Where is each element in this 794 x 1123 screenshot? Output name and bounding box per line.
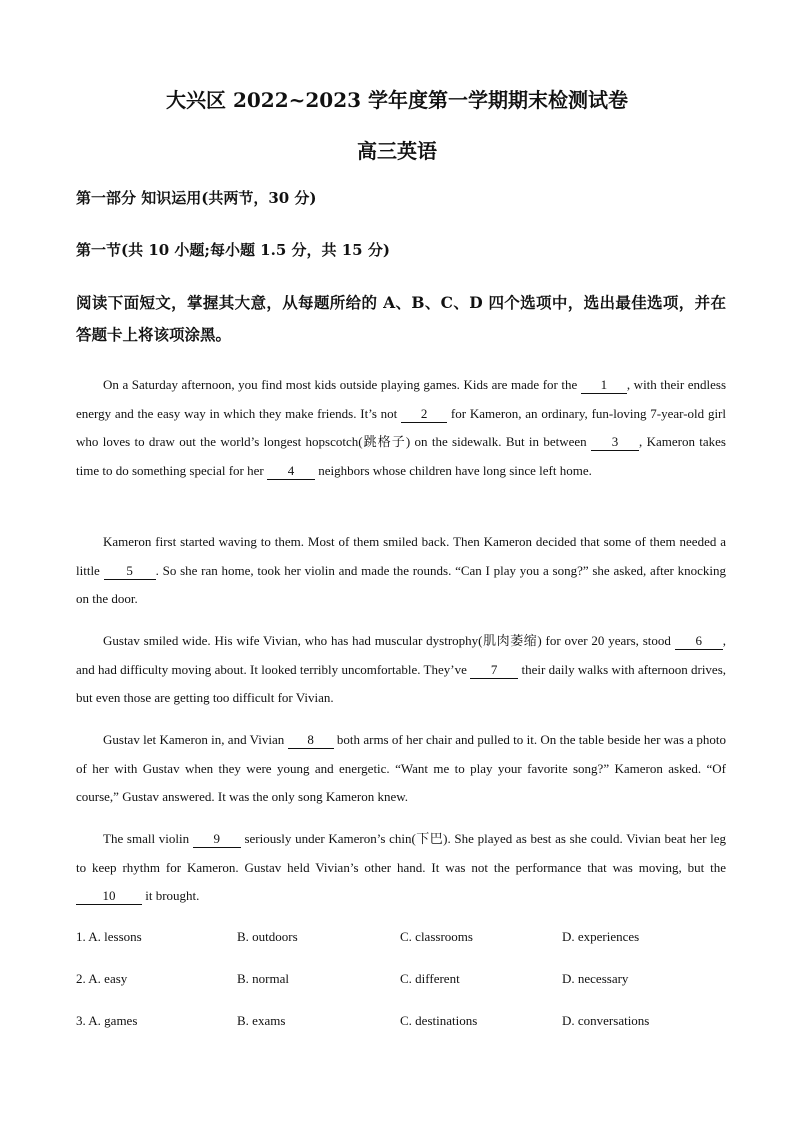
blank-10: 10	[76, 888, 142, 905]
option-c: C. classrooms	[400, 929, 473, 944]
passage-text: neighbors whose children have long since left home.	[318, 463, 592, 479]
passage-paragraph-3	[76, 627, 726, 713]
exam-title: 大兴区 2022~2023 学年度第一学期期末检测试卷	[165, 88, 628, 112]
options-row-2	[76, 971, 726, 991]
option-c: C. destinations	[400, 1013, 478, 1028]
part-heading: 第一部分 知识运用(共两节，30 分)	[76, 189, 317, 207]
passage-text: both arms of her chair and pulled to it. On the table beside her was a photo of her with Gustav when they were young and energetic. “Want me to play your favorite song?” Kameron asked. “Of course,” Gustav answered. It was the only song Kameron knew.	[76, 732, 727, 805]
passage-text: , and had difficulty moving about. It looked terribly uncomfortable. They’ve	[76, 633, 726, 677]
passage-text: . So she ran home, took her violin and made the rounds. “Can I play you a song?” she asked, after knocking on the door.	[76, 562, 726, 607]
blank-1: 1	[581, 377, 627, 394]
blank-9: 9	[193, 831, 241, 848]
passage-paragraph-1	[76, 371, 726, 486]
passage-text: seriously under Kameron’s chin(下巴). She played as best as she could. Vivian beat her leg to keep rhythm for Kameron. Gustav held Vivian’s other hand. It was not the performance that was moving, but the	[76, 831, 726, 875]
option-d: D. necessary	[562, 971, 629, 986]
passage-text: , Kameron takes time to do something special for her	[76, 434, 726, 479]
passage-text: their daily walks with afternoon drives, but even those are getting too difficult for Vivian.	[76, 661, 727, 706]
option-a: 2. A. easy	[76, 971, 128, 986]
option-b: B. exams	[237, 1013, 286, 1028]
passage-text: Gustav let Kameron in, and Vivian	[103, 732, 285, 747]
passage-text: Gustav smiled wide. His wife Vivian, who has had muscular dystrophy(肌肉萎缩) for over 20 years, stood	[103, 633, 671, 648]
blank-3: 3	[591, 434, 639, 451]
option-a: 3. A. games	[76, 1013, 138, 1028]
blank-5: 5	[104, 563, 156, 580]
option-a: 1. A. lessons	[76, 929, 142, 944]
subsection-heading: 第一节(共 10 小题;每小题 1.5 分，共 15 分)	[76, 241, 390, 259]
option-b: B. normal	[237, 971, 289, 986]
passage-paragraph-2	[76, 528, 726, 614]
passage-text: On a Saturday afternoon, you find most kids outside playing games. Kids are made for the	[103, 377, 578, 392]
option-b: B. outdoors	[237, 929, 298, 944]
blank-4: 4	[267, 463, 315, 480]
option-d: D. conversations	[562, 1013, 650, 1028]
blank-8: 8	[288, 732, 334, 749]
option-d: D. experiences	[562, 929, 640, 944]
passage-text: The small violin	[103, 831, 190, 846]
option-c: C. different	[400, 971, 460, 986]
passage-paragraph-5	[76, 825, 726, 911]
passage-text: , with their endless energy and the easy way in which they make friends. It’s not	[76, 377, 726, 421]
options-row-1	[76, 929, 726, 949]
blank-6: 6	[675, 633, 723, 650]
passage-paragraph-4	[76, 726, 726, 812]
blank-2: 2	[401, 406, 447, 423]
blank-7: 7	[470, 662, 518, 679]
options-row-3	[76, 1013, 726, 1033]
exam-subtitle: 高三英语	[357, 139, 437, 163]
passage-text: Kameron first started waving to them. Most of them smiled back. Then Kameron decided that some of them needed a little	[76, 534, 726, 578]
passage-text: for Kameron, an ordinary, fun-loving 7-year-old girl who loves to draw out the world’s longest hopscotch(跳格子) on the sidewalk. But in between	[76, 405, 726, 450]
passage-text: it brought.	[145, 888, 200, 904]
instruction-text: 阅读下面短文，掌握其大意，从每题所给的 A、B、C、D 四个选项中，选出最佳选项，并在答题卡上将该项涂黑。	[76, 293, 726, 344]
